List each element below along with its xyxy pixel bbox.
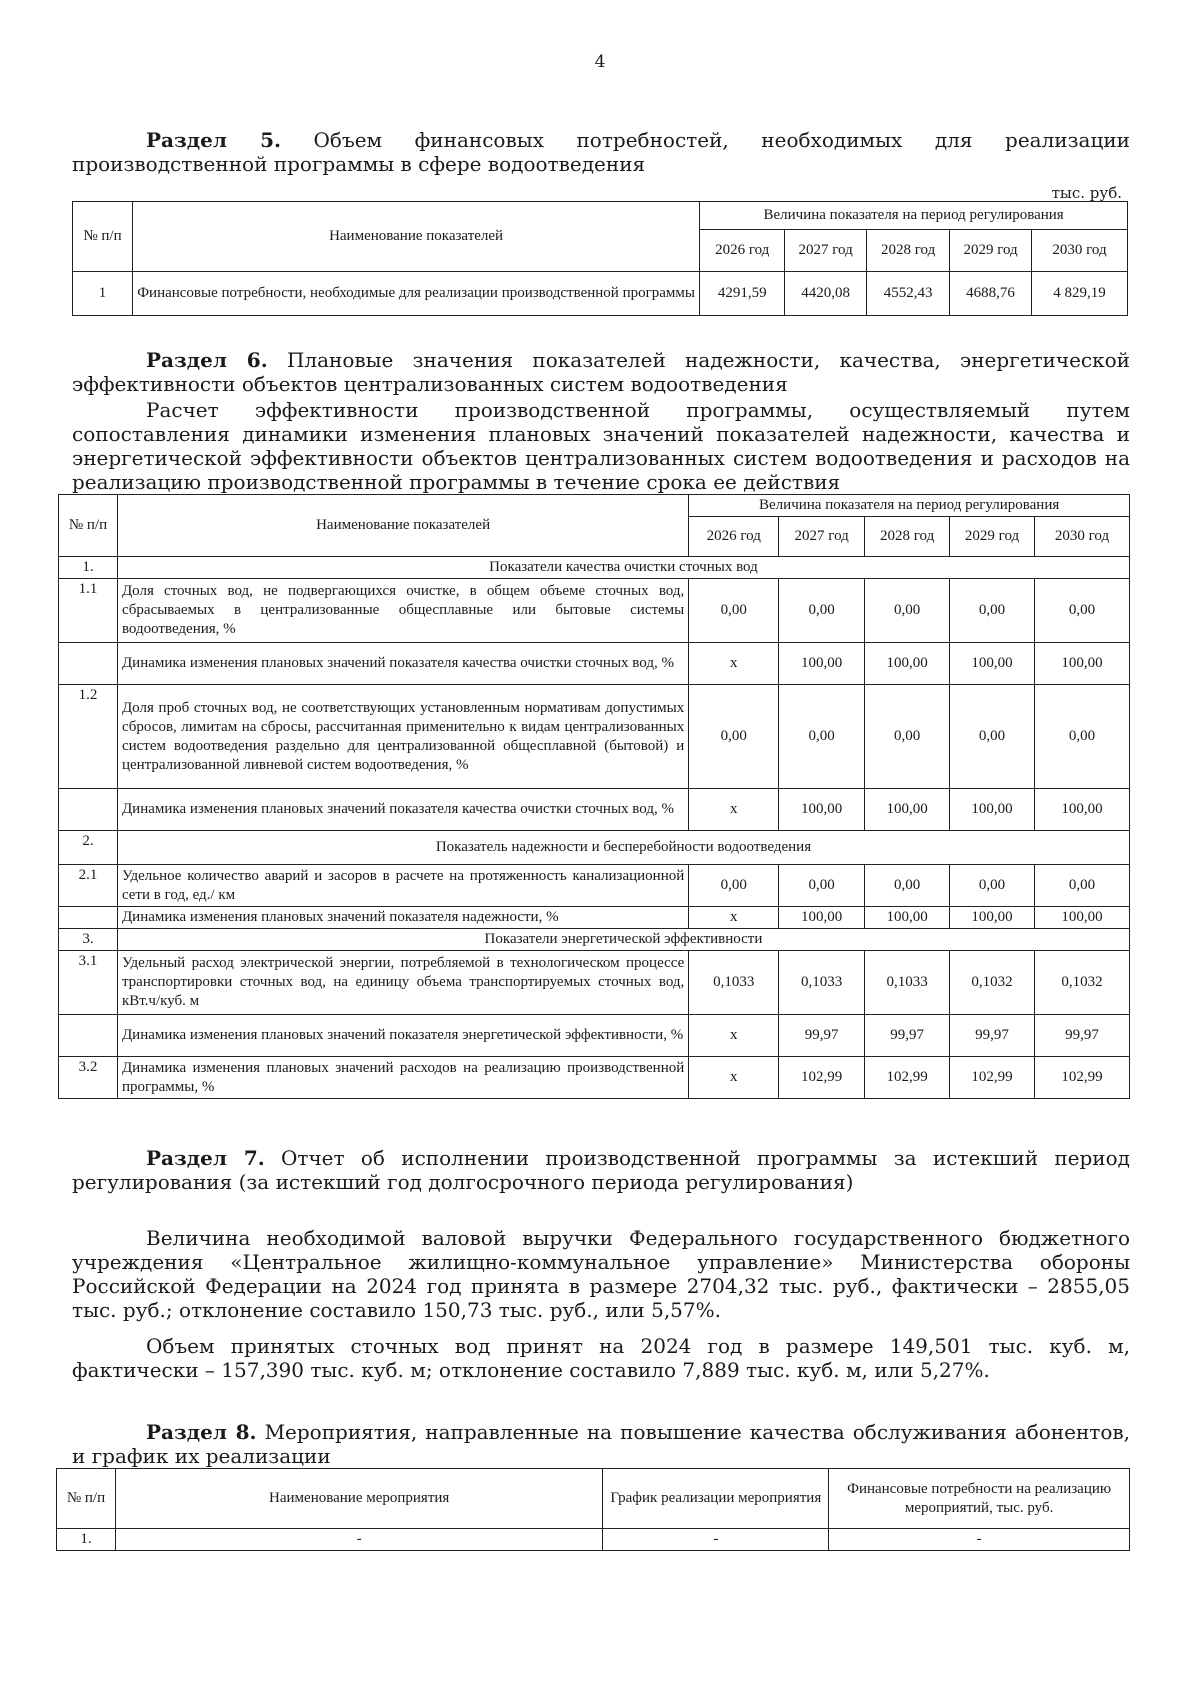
s5-year: 2026 год xyxy=(700,230,785,272)
s5-header-num: № п/п xyxy=(73,202,133,272)
s6-row-name: Удельный расход электрической энергии, потребляемой в технологическом процессе транспортировки сточных вод, на единицу объема транспортируемых сточных вод, кВт.ч/куб. м xyxy=(117,951,688,1015)
s6-row-name: Динамика изменения плановых значений показателя качества очистки сточных вод, % xyxy=(117,789,688,831)
s5-row-num: 1 xyxy=(73,272,133,316)
s6-row-num xyxy=(59,1015,118,1057)
s6-header-period: Величина показателя на период регулирования xyxy=(689,495,1130,517)
s6-row-name: Доля проб сточных вод, не соответствующих установленным нормативам допустимых сбросов, лимитам на сбросы, рассчитанная применительно к видам централизованных систем водоотведения раздельно для централизованной общесплавной (бытовой) и централизованной ливневой систем водоотведения, % xyxy=(117,685,688,789)
s6-value: 0,00 xyxy=(689,579,779,643)
s6-row-num xyxy=(59,643,118,685)
s6-row-name: Динамика изменения плановых значений показателя энергетической эффективности, % xyxy=(117,1015,688,1057)
s5-header-name: Наименование показателей xyxy=(132,202,699,272)
s5-value: 4291,59 xyxy=(700,272,785,316)
s6-row-num xyxy=(59,907,118,929)
section5-heading xyxy=(72,128,1130,176)
s6-value: 100,00 xyxy=(865,907,950,929)
s6-value: 99,97 xyxy=(779,1015,865,1057)
s6-value: 100,00 xyxy=(1035,789,1130,831)
s6-value: 0,00 xyxy=(779,579,865,643)
s6-value: 99,97 xyxy=(865,1015,950,1057)
s5-value: 4420,08 xyxy=(785,272,867,316)
s6-value: 0,00 xyxy=(865,685,950,789)
s6-value: 100,00 xyxy=(950,643,1035,685)
s6-row-num: 2.1 xyxy=(59,865,118,907)
s6-year: 2028 год xyxy=(865,517,950,557)
s6-value: 0,00 xyxy=(689,865,779,907)
section8-heading xyxy=(72,1420,1130,1468)
s6-value: 100,00 xyxy=(865,789,950,831)
s6-row-name: Удельное количество аварий и засоров в расчете на протяженность канализационной сети в год, ед./ км xyxy=(117,865,688,907)
s6-value: 102,99 xyxy=(1035,1057,1130,1099)
s6-value: 0,1033 xyxy=(689,951,779,1015)
section5-heading-text: Объем финансовых потребностей, необходимых для реализации производственной программы в сфере водоотведения xyxy=(72,128,1130,176)
section6-intro: Расчет эффективности производственной программы, осуществляемый путем сопоставления динамики изменения плановых значений показателей надежности, качества и энергетической эффективности объектов централизованных систем водоотведения и расходов на реализацию производственной программы в течение срока ее действия xyxy=(72,398,1130,494)
s5-value: 4552,43 xyxy=(867,272,950,316)
s6-value: 100,00 xyxy=(865,643,950,685)
s8-row-num: 1. xyxy=(57,1529,116,1551)
s8-header-schedule: График реализации мероприятия xyxy=(603,1469,829,1529)
s6-header-name: Наименование показателей xyxy=(117,495,688,557)
s5-header-period: Величина показателя на период регулирования xyxy=(700,202,1128,230)
s6-year: 2029 год xyxy=(950,517,1035,557)
s6-value: 0,00 xyxy=(779,865,865,907)
section8-table xyxy=(56,1468,1130,1551)
s6-value: 100,00 xyxy=(950,907,1035,929)
s8-header-num: № п/п xyxy=(57,1469,116,1529)
section8-heading-text: Мероприятия, направленные на повышение качества обслуживания абонентов, и график их реализации xyxy=(72,1420,1130,1468)
s5-year: 2028 год xyxy=(867,230,950,272)
section7-para2: Объем принятых сточных вод принят на 2024 год в размере 149,501 тыс. куб. м, фактически – 157,390 тыс. куб. м; отклонение составило 7,889 тыс. куб. м, или 5,27%. xyxy=(72,1334,1130,1382)
s6-value: 100,00 xyxy=(1035,643,1130,685)
section7-heading xyxy=(72,1146,1130,1194)
s6-year: 2030 год xyxy=(1035,517,1130,557)
s6-value: х xyxy=(689,643,779,685)
section5-unit: тыс. руб. xyxy=(1051,184,1122,202)
s6-row-num: 1.2 xyxy=(59,685,118,789)
s6-value: 99,97 xyxy=(950,1015,1035,1057)
s6-value: 0,00 xyxy=(865,865,950,907)
s6-year: 2027 год xyxy=(779,517,865,557)
s6-value: 99,97 xyxy=(1035,1015,1130,1057)
s6-row-name: Динамика изменения плановых значений расходов на реализацию производственной программы, % xyxy=(117,1057,688,1099)
section6-heading-text: Плановые значения показателей надежности, качества, энергетической эффективности объектов централизованных систем водоотведения xyxy=(72,348,1130,396)
s6-value: х xyxy=(689,907,779,929)
s6-value: 0,1033 xyxy=(779,951,865,1015)
s8-row-schedule: - xyxy=(603,1529,829,1551)
s6-row-num: 3.2 xyxy=(59,1057,118,1099)
s6-row-num: 3.1 xyxy=(59,951,118,1015)
section6-heading xyxy=(72,348,1130,396)
section7-heading-label: Раздел 7. xyxy=(146,1146,265,1170)
s6-value: 0,1033 xyxy=(865,951,950,1015)
s6-value: 0,00 xyxy=(950,579,1035,643)
s6-value: 0,00 xyxy=(1035,579,1130,643)
section7-para1: Величина необходимой валовой выручки Федерального государственного бюджетного учреждения «Центральное жилищно-коммунальное управление» Министерства обороны Российской Федерации на 2024 год принята в размере 2704,32 тыс. руб., фактически – 2855,05 тыс. руб.; отклонение составило 150,73 тыс. руб., или 5,57%. xyxy=(72,1226,1130,1322)
s6-value: 102,99 xyxy=(950,1057,1035,1099)
s6-row-name: Динамика изменения плановых значений показателя качества очистки сточных вод, % xyxy=(117,643,688,685)
s6-value: х xyxy=(689,1057,779,1099)
s6-value: 0,1032 xyxy=(1035,951,1130,1015)
s6-row-num xyxy=(59,789,118,831)
section5-table xyxy=(72,201,1128,316)
s8-header-finance: Финансовые потребности на реализацию мероприятий, тыс. руб. xyxy=(829,1469,1130,1529)
s6-value: 0,00 xyxy=(865,579,950,643)
s5-year: 2027 год xyxy=(785,230,867,272)
s6-value: 0,00 xyxy=(1035,865,1130,907)
s6-value: 0,00 xyxy=(779,685,865,789)
s6-group-title: Показатели энергетической эффективности xyxy=(117,929,1129,951)
s6-group-title: Показатель надежности и бесперебойности водоотведения xyxy=(117,831,1129,865)
s6-value: 100,00 xyxy=(1035,907,1130,929)
s5-row-name: Финансовые потребности, необходимые для реализации производственной программы xyxy=(132,272,699,316)
s6-value: 100,00 xyxy=(779,907,865,929)
s8-row-finance: - xyxy=(829,1529,1130,1551)
s6-value: 0,1032 xyxy=(950,951,1035,1015)
s6-value: 102,99 xyxy=(865,1057,950,1099)
s5-value: 4 829,19 xyxy=(1032,272,1128,316)
s6-value: 100,00 xyxy=(779,643,865,685)
s6-header-num: № п/п xyxy=(59,495,118,557)
s6-value: х xyxy=(689,789,779,831)
s6-value: 0,00 xyxy=(950,685,1035,789)
section6-heading-label: Раздел 6. xyxy=(146,348,268,372)
s6-value: 100,00 xyxy=(950,789,1035,831)
s5-year: 2029 год xyxy=(950,230,1032,272)
s6-row-name: Доля сточных вод, не подвергающихся очистке, в общем объеме сточных вод, сбрасываемых в централизованные общесплавные или бытовые системы водоотведения, % xyxy=(117,579,688,643)
s5-value: 4688,76 xyxy=(950,272,1032,316)
s6-row-name: Динамика изменения плановых значений показателя надежности, % xyxy=(117,907,688,929)
section7-heading-text: Отчет об исполнении производственной программы за истекший период регулирования (за истекший год долгосрочного периода регулирования) xyxy=(72,1146,1130,1194)
s8-header-name: Наименование мероприятия xyxy=(115,1469,602,1529)
s5-year: 2030 год xyxy=(1032,230,1128,272)
s6-value: 0,00 xyxy=(689,685,779,789)
page-number: 4 xyxy=(594,52,606,72)
s6-group-num: 1. xyxy=(59,557,118,579)
s6-value: 0,00 xyxy=(950,865,1035,907)
section5-heading-label: Раздел 5. xyxy=(146,128,281,152)
s6-year: 2026 год xyxy=(689,517,779,557)
s6-value: 100,00 xyxy=(779,789,865,831)
s6-row-num: 1.1 xyxy=(59,579,118,643)
s6-group-num: 3. xyxy=(59,929,118,951)
s6-value: 102,99 xyxy=(779,1057,865,1099)
section6-table xyxy=(58,494,1130,1099)
s6-value: 0,00 xyxy=(1035,685,1130,789)
s8-row-name: - xyxy=(115,1529,602,1551)
s6-group-title: Показатели качества очистки сточных вод xyxy=(117,557,1129,579)
section8-heading-label: Раздел 8. xyxy=(146,1420,257,1444)
s6-value: х xyxy=(689,1015,779,1057)
s6-group-num: 2. xyxy=(59,831,118,865)
